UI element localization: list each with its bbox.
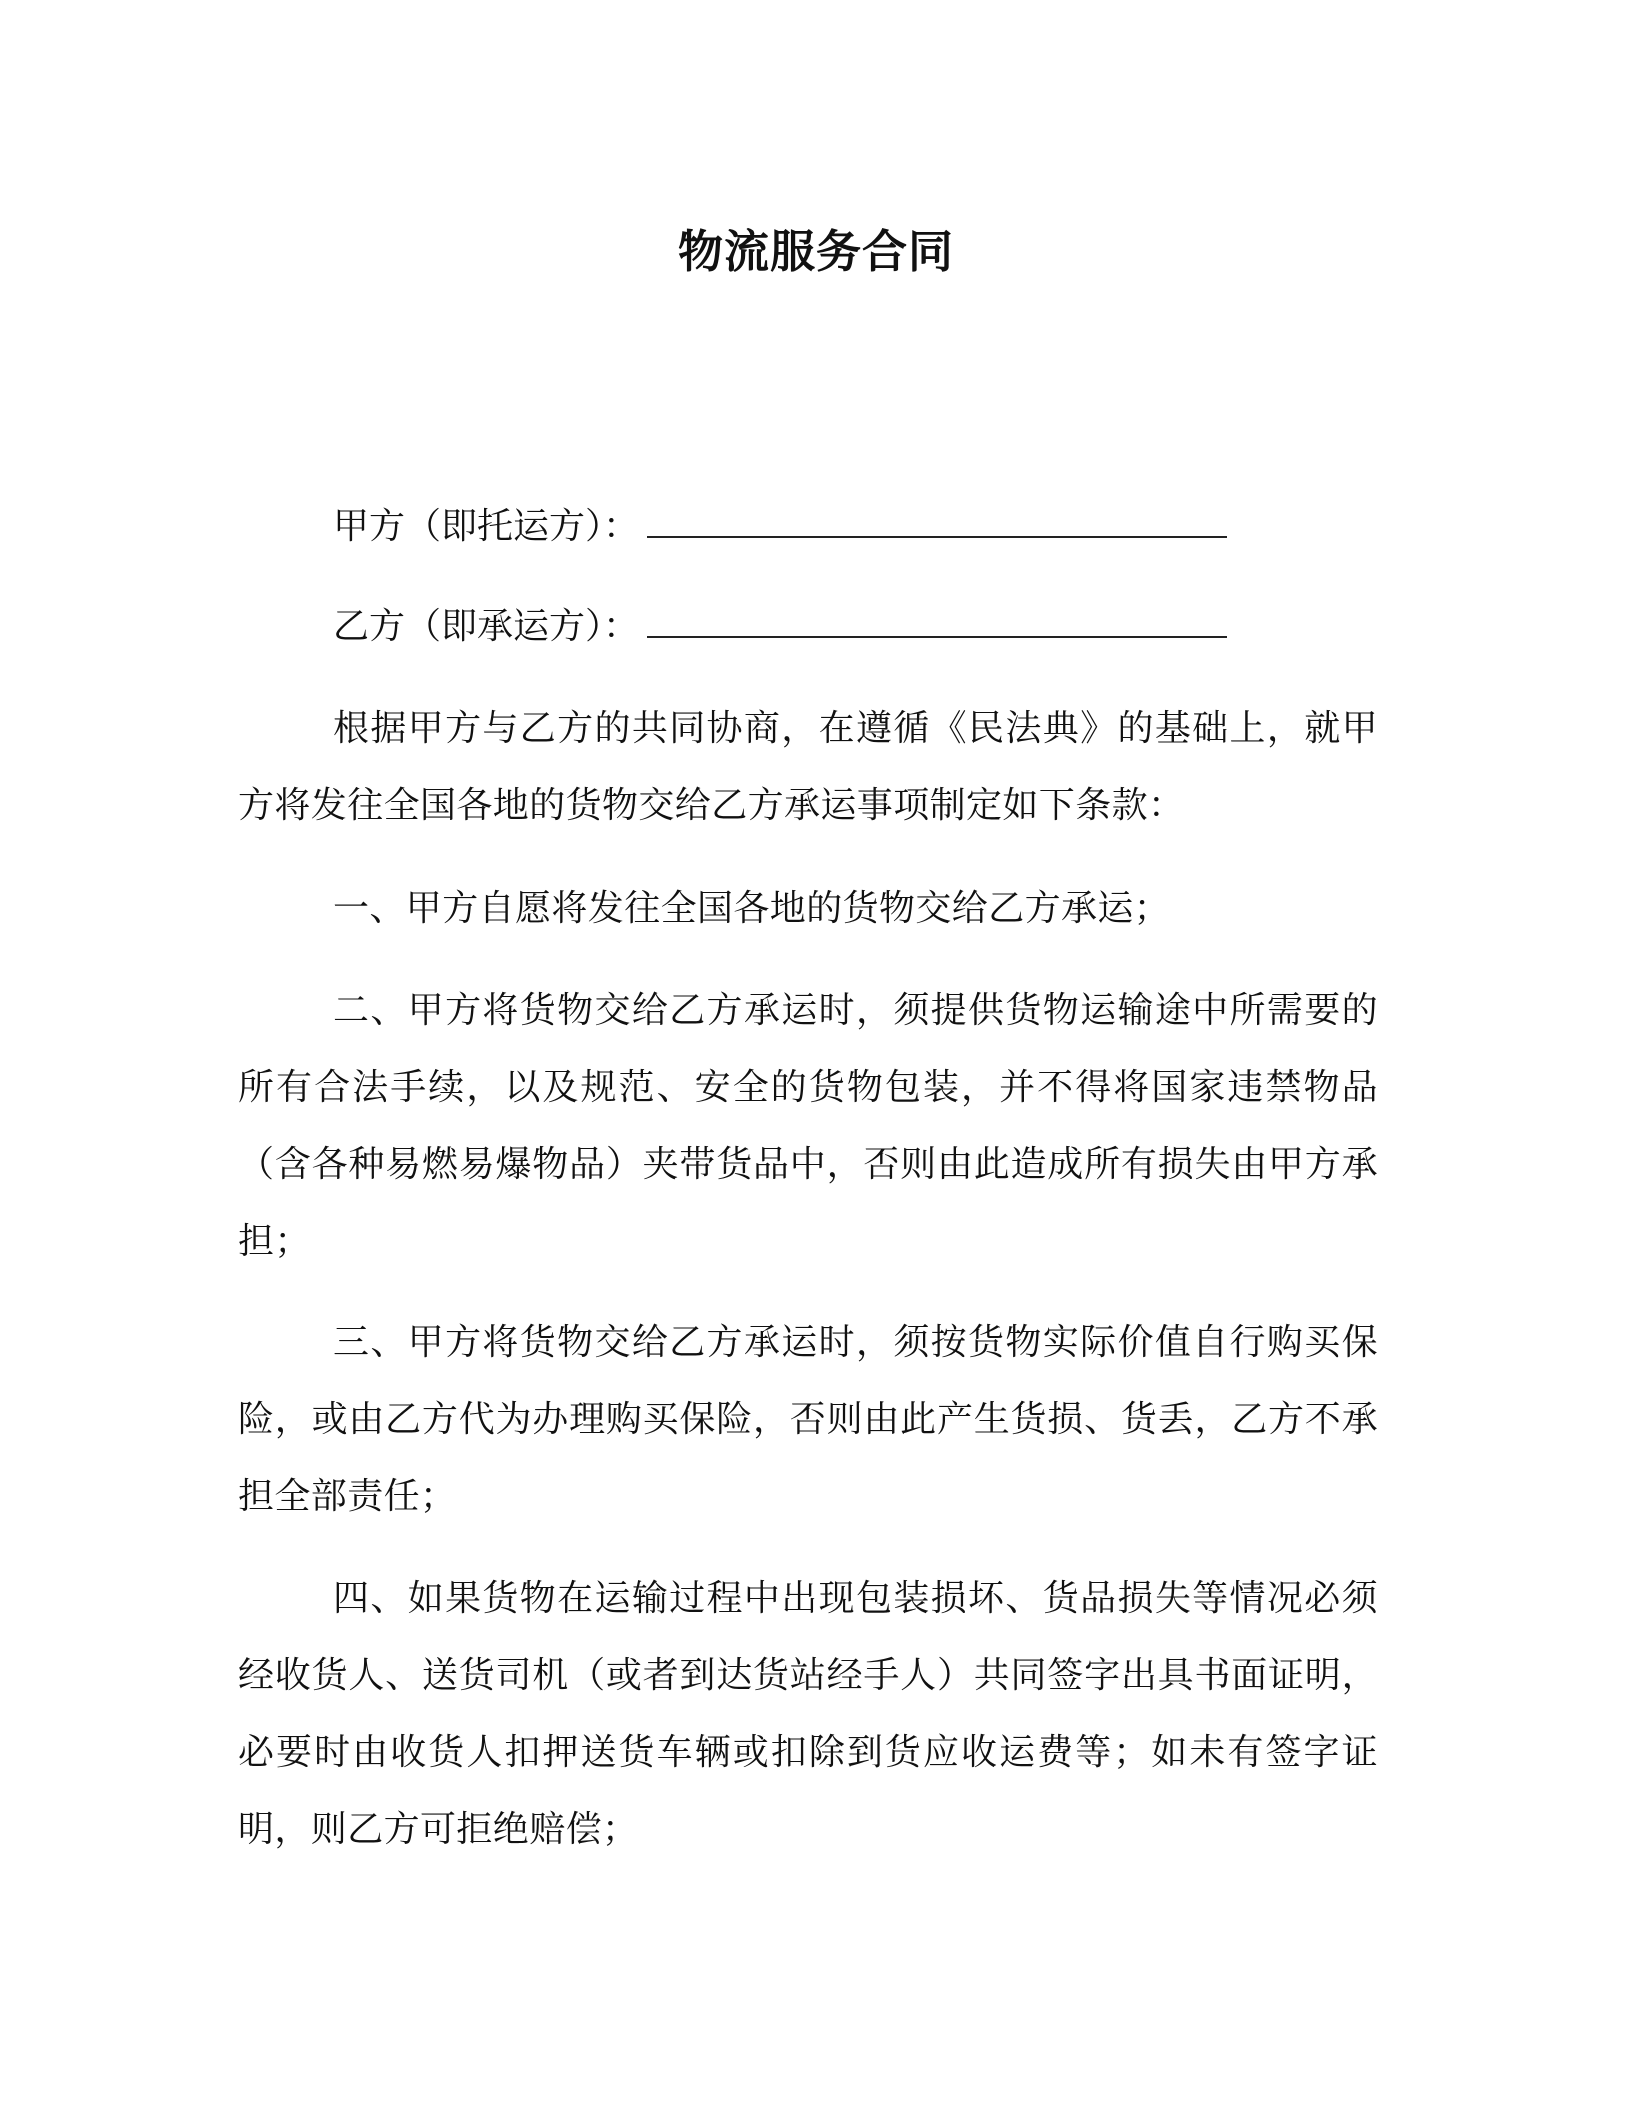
- party-b-line: [333, 600, 1227, 654]
- clause-1: 一、甲方自愿将发往全国各地的货物交给乙方承运；: [333, 888, 1171, 929]
- party-a-label: 甲方（即托运方）：: [333, 506, 640, 547]
- clause-2: 二、甲方将货物交给乙方承运时，须提供货物运输途中所需要的所有合法手续，以及规范、安全的货物包装，并不得将国家违禁物品（含各种易燃易爆物品）夹带货品中，否则由此造成所有损失由甲方承担；: [238, 990, 1378, 1262]
- clause-4: 四、如果货物在运输过程中出现包装损坏、货品损失等情况必须经收货人、送货司机（或者到达货站经手人）共同签字出具书面证明，必要时由收货人扣押送货车辆或扣除到货应收运费等；如未有签字证明，则乙方可拒绝赔偿；: [238, 1578, 1378, 1850]
- preamble-paragraph: 根据甲方与乙方的共同协商，在遵循《民法典》的基础上，就甲方将发往全国各地的货物交给乙方承运事项制定如下条款：: [238, 708, 1378, 826]
- party-b-blank[interactable]: [647, 606, 1227, 638]
- document-title: 物流服务合同: [677, 225, 954, 278]
- party-a-blank[interactable]: [647, 506, 1227, 538]
- party-b-label: 乙方（即承运方）：: [333, 606, 640, 647]
- party-a-line: [333, 500, 1227, 554]
- clause-3: 三、甲方将货物交给乙方承运时，须按货物实际价值自行购买保险，或由乙方代为办理购买保险，否则由此产生货损、货丢，乙方不承担全部责任；: [238, 1322, 1378, 1517]
